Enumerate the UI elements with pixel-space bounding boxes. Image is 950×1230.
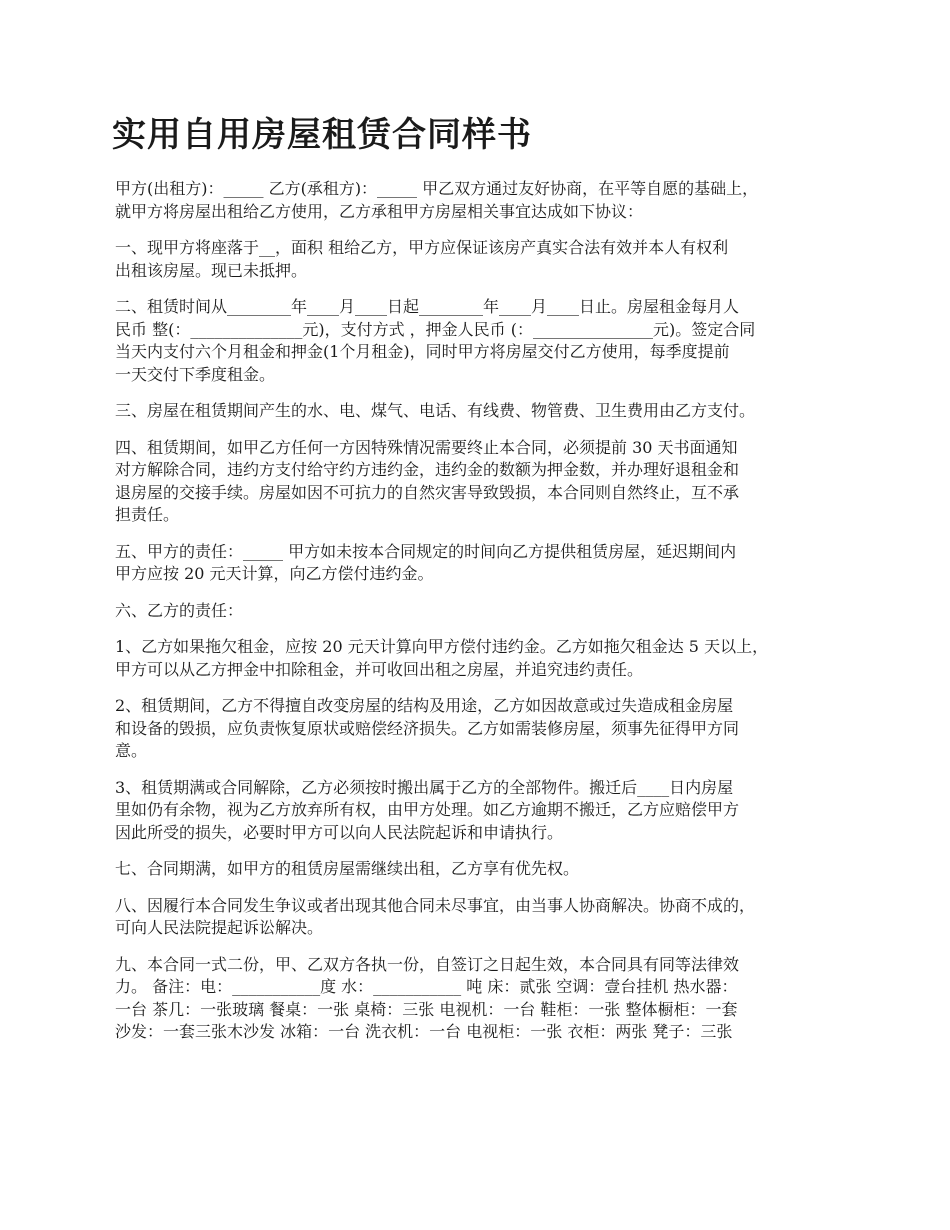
paragraph-line: 一天交付下季度租金。 xyxy=(115,364,276,384)
contract-paragraph xyxy=(115,178,855,223)
contract-paragraph xyxy=(115,636,855,681)
paragraph-line: 民币 整(：______________元)，支付方式 ，押金人民币 (：_______________元)。签定合同 xyxy=(115,319,756,339)
paragraph-line: 力。 备注：电：___________度 水：___________ 吨 床：贰张 空调：壹台挂机 热水器： xyxy=(115,977,738,996)
paragraph-line: 七、合同期满，如甲方的租赁房屋需继续出租，乙方享有优先权。 xyxy=(115,859,580,878)
paragraph-line: 因此所受的损失，必要时甲方可以向人民法院起诉和申请执行。 xyxy=(115,822,564,842)
paragraph-line: 对方解除合同，违约方支付给守约方违约金，违约金的数额为押金数，并办理好退租金和 xyxy=(115,460,740,479)
paragraph-line: 四、租赁期间，如甲乙方任何一方因特殊情况需要终止本合同，必须提前 30 天书面通知 xyxy=(115,437,738,457)
paragraph-line: 和设备的毁损，应负责恢复原状或赔偿经济损失。乙方如需装修房屋，须事先征得甲方同 xyxy=(115,718,740,738)
contract-paragraph xyxy=(115,954,855,1044)
paragraph-line: 出租该房屋。现已未抵押。 xyxy=(115,260,308,280)
paragraph-line: 担责任。 xyxy=(115,505,180,524)
paragraph-line: 甲方(出租方)：_____ 乙方(承租方)：_____ 甲乙双方通过友好协商，在平等自愿的基础上， xyxy=(115,179,759,198)
contract-paragraph xyxy=(115,600,855,623)
paragraph-line: 1、乙方如果拖欠租金，应按 20 元天计算向甲方偿付违约金。乙方如拖欠租金达 5 天以上， xyxy=(115,637,769,656)
paragraph-line: 沙发：一套三张木沙发 冰箱：一台 洗衣机：一台 电视柜：一张 衣柜：两张 凳子：三张 xyxy=(115,1022,733,1041)
contract-paragraph xyxy=(115,695,855,763)
paragraph-line: 五、甲方的责任：_____ 甲方如未按本合同规定的时间向乙方提供租赁房屋，延迟期间内 xyxy=(115,541,737,561)
paragraph-line: 就甲方将房屋出租给乙方使用，乙方承租甲方房屋相关事宜达成如下协议： xyxy=(115,201,644,221)
paragraph-line: 里如仍有余物，视为乙方放弃所有权，由甲方处理。如乙方逾期不搬迁，乙方应赔偿甲方 xyxy=(115,800,740,819)
paragraph-line: 九、本合同一式二份，甲、乙双方各执一份，自签订之日起生效，本合同具有同等法律效 xyxy=(115,954,740,974)
contract-paragraph xyxy=(115,400,855,423)
contract-paragraph xyxy=(115,777,855,845)
paragraph-line: 2、租赁期间，乙方不得擅自改变房屋的结构及用途，乙方如因故意或过失造成租金房屋 xyxy=(115,696,734,715)
paragraph-line: 退房屋的交接手续。房屋如因不可抗力的自然灾害导致毁损，本合同则自然终止，互不承 xyxy=(115,482,740,502)
paragraph-line: 3、租赁期满或合同解除，乙方必须按时搬出属于乙方的全部物件。搬迁后____日内房屋 xyxy=(115,777,734,797)
paragraph-line: 当天内支付六个月租金和押金(1个月租金)，同时甲方将房屋交付乙方使用，每季度提前 xyxy=(115,342,730,361)
paragraph-line: 八、因履行本合同发生争议或者出现其他合同未尽事宜，由当事人协商解决。协商不成的， xyxy=(115,895,756,915)
contract-paragraph xyxy=(115,237,855,282)
paragraph-line: 一、现甲方将座落于__，面积 租给乙方，甲方应保证该房产真实合法有效并本人有权利 xyxy=(115,238,729,257)
contract-paragraph xyxy=(115,858,855,881)
paragraph-line: 一台 茶几：一张玻璃 餐桌：一张 桌椅：三张 电视机：一台 鞋柜：一张 整体橱柜：一套 xyxy=(115,999,738,1019)
contract-paragraph xyxy=(115,895,855,940)
paragraph-line: 意。 xyxy=(115,741,148,760)
paragraph-line: 可向人民法院提起诉讼解决。 xyxy=(115,918,324,937)
contract-paragraph xyxy=(115,541,855,586)
contract-paragraph xyxy=(115,437,855,527)
paragraph-line: 三、房屋在租赁期间产生的水、电、煤气、电话、有线费、物管费、卫生费用由乙方支付。 xyxy=(115,401,756,420)
document-title: 实用自用房屋租赁合同样书 xyxy=(112,115,532,155)
paragraph-line: 甲方应按 20 元天计算，向乙方偿付违约金。 xyxy=(115,564,434,583)
paragraph-line: 二、租赁时间从________年____月____日起________年____月____日止。房屋租金每月人 xyxy=(115,297,740,316)
paragraph-line: 甲方可以从乙方押金中扣除租金，并可收回出租之房屋，并追究违约责任。 xyxy=(115,659,644,679)
contract-paragraph xyxy=(115,296,855,386)
paragraph-line: 六、乙方的责任： xyxy=(115,600,244,620)
document-body xyxy=(115,178,855,1058)
